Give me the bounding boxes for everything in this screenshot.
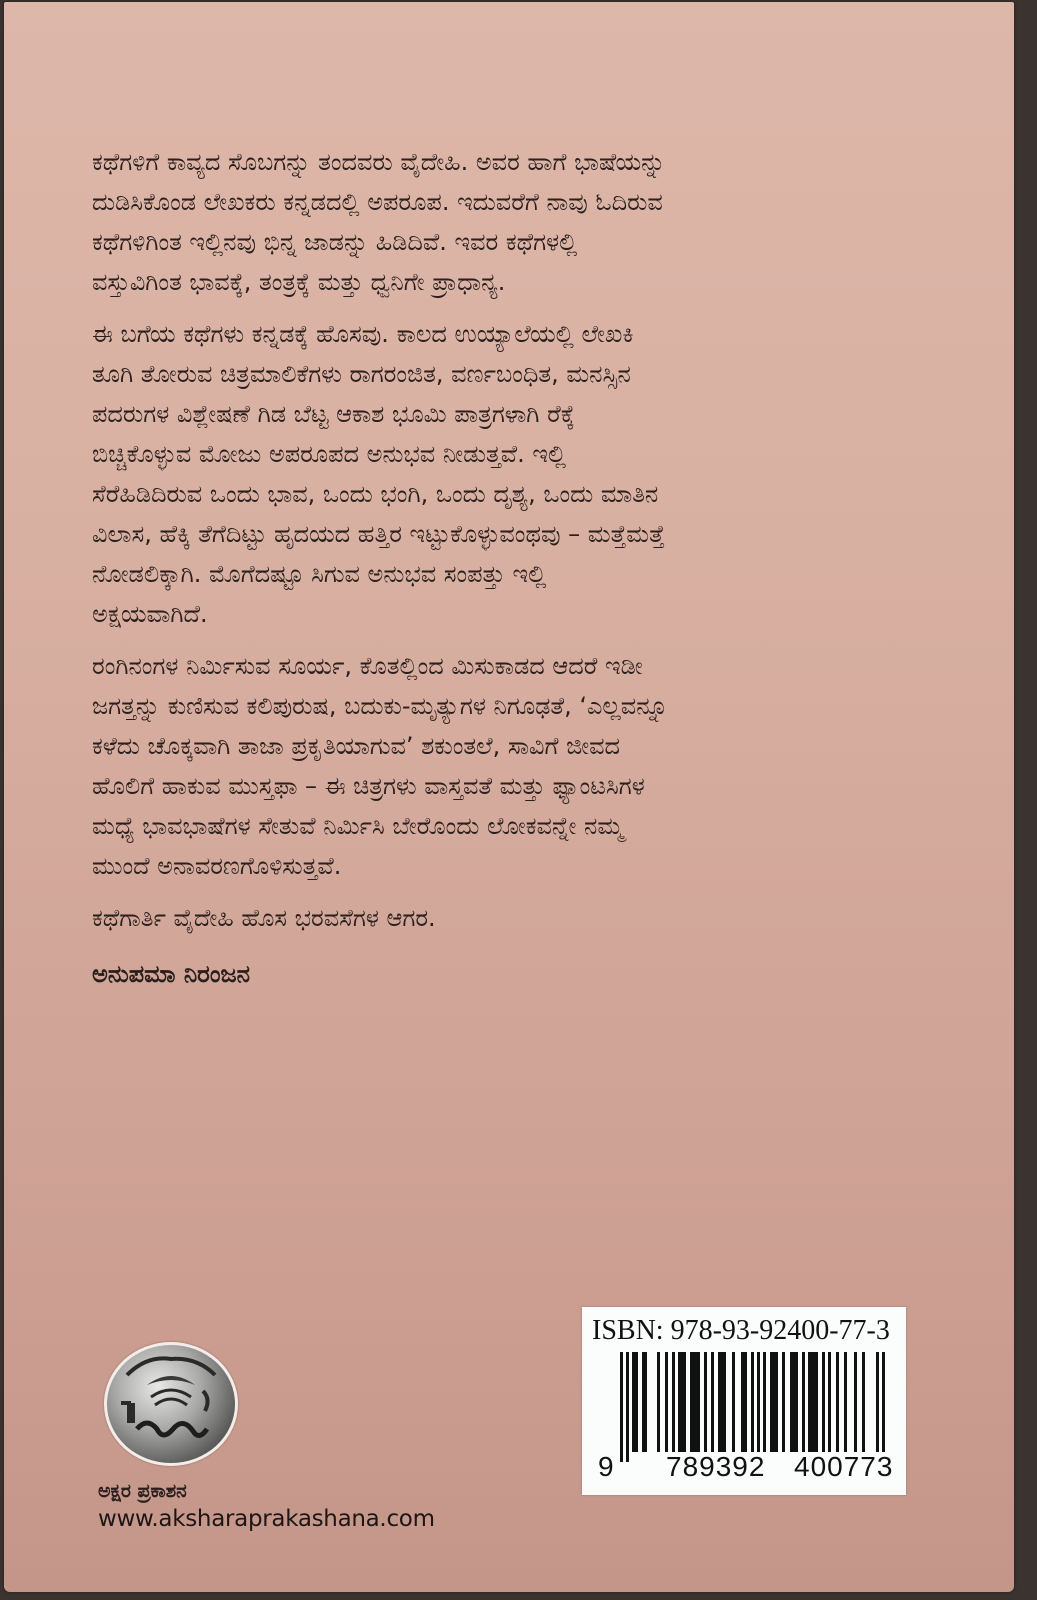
text-line: ರಂಗಿನಂಗಳ ನಿರ್ಮಿಸುವ ಸೂರ್ಯ, ಕೊತಲ್ಲಿಂದ ಮಿಸುಕಾಡದ ಆದರೆ ಇಡೀ xyxy=(92,652,643,680)
isbn-number: ISBN: 978-93-92400-77-3 xyxy=(592,1315,890,1346)
book-back-cover xyxy=(4,2,1014,1592)
isbn-barcode-label xyxy=(582,1307,906,1495)
text-line: ಈ ಬಗೆಯ ಕಥೆಗಳು ಕನ್ನಡಕ್ಕೆ ಹೊಸವು. ಕಾಲದ ಉಯ್ಯಾಲೆಯಲ್ಲಿ ಲೇಖಕಿ xyxy=(92,320,634,348)
text-line: ಕಳೆದು ಚೊಕ್ಕವಾಗಿ ತಾಜಾ ಪ್ರಕೃತಿಯಾಗುವ’ ಶಕುಂತಲೆ, ಸಾವಿಗೆ ಜೀವದ xyxy=(92,732,621,760)
blurb-paragraph-3 xyxy=(92,646,912,886)
text-line: ಪದರುಗಳ ವಿಶ್ಲೇಷಣೆ ಗಿಡ ಬೆಟ್ಟ ಆಕಾಶ ಭೂಮಿ ಪಾತ್ರಗಳಾಗಿ ರೆಕ್ಕೆ xyxy=(92,400,575,428)
text-line: ವಸ್ತುವಿಗಿಂತ ಭಾವಕ್ಕೆ, ತಂತ್ರಕ್ಕೆ ಮತ್ತು ಧ್ವನಿಗೇ ಪ್ರಾಧಾನ್ಯ. xyxy=(92,268,506,296)
text-line: ವಿಲಾಸ, ಹೆಕ್ಕಿ ತೆಗೆದಿಟ್ಟು ಹೃದಯದ ಹತ್ತಿರ ಇಟ್ಟುಕೊಳ್ಳುವಂಥವು – ಮತ್ತೆಮತ್ತೆ xyxy=(92,520,665,548)
blurb-text xyxy=(92,142,912,994)
text-line: ಜಗತ್ತನ್ನು ಕುಣಿಸುವ ಕಲಿಪುರುಷ, ಬದುಕು-ಮೃತ್ಯುಗಳ ನಿಗೂಢತೆ, ‘ಎಲ್ಲವನ್ನೂ xyxy=(92,692,669,720)
barcode-digits-group-1: 789392 xyxy=(666,1451,766,1482)
closing-line: ಕಥೆಗಾರ್ತಿ ವೈದೇಹಿ ಹೊಸ ಭರವಸೆಗಳ ಆಗರ. xyxy=(92,904,436,932)
coin-emblem-icon xyxy=(104,1342,238,1466)
text-line: ನೋಡಲಿಕ್ಕಾಗಿ. ಮೊಗೆದಷ್ಟೂ ಸಿಗುವ ಅನುಭವ ಸಂಪತ್ತು ಇಲ್ಲಿ xyxy=(92,560,547,588)
publisher-website-link[interactable]: www.aksharaprakashana.com xyxy=(98,1506,435,1532)
text-line: ಮಧ್ಯೆ ಭಾವಭಾಷೆಗಳ ಸೇತುವೆ ನಿರ್ಮಿಸಿ ಬೇರೊಂದು ಲೋಕವನ್ನೇ ನಮ್ಮ xyxy=(92,812,624,840)
text-line: ಹೊಲಿಗೆ ಹಾಕುವ ಮುಸ್ತಫಾ – ಈ ಚಿತ್ರಗಳು ವಾಸ್ತವತೆ ಮತ್ತು ಫ್ಯಾಂಟಸಿಗಳ xyxy=(92,772,645,800)
barcode-icon xyxy=(620,1352,892,1462)
blurb-paragraph-1 xyxy=(92,142,912,302)
publisher-name: ಅಕ್ಷರ ಪ್ರಕಾಶನ xyxy=(98,1480,187,1502)
text-line: ತೂಗಿ ತೋರುವ ಚಿತ್ರಮಾಲಿಕೆಗಳು ರಾಗರಂಜಿತ, ವರ್ಣಬಂಧಿತ, ಮನಸ್ಸಿನ xyxy=(92,360,631,388)
publisher-block xyxy=(98,1342,478,1532)
text-line: ಬಿಚ್ಚಿಕೊಳ್ಳುವ ಮೋಜು ಅಪರೂಪದ ಅನುಭವ ನೀಡುತ್ತವೆ. ಇಲ್ಲಿ xyxy=(92,440,567,468)
text-line: ಕಥೆಗಳಿಗೆ ಕಾವ್ಯದ ಸೊಬಗನ್ನು ತಂದವರು ವೈದೇಹಿ. ಅವರ ಹಾಗೆ ಭಾಷೆಯನ್ನು xyxy=(92,148,666,176)
text-line: ಅಕ್ಷಯವಾಗಿದೆ. xyxy=(92,600,208,628)
blurb-author: ಅನುಪಮಾ ನಿರಂಜನ xyxy=(92,960,250,988)
blurb-paragraph-2 xyxy=(92,314,912,634)
text-line: ಮುಂದೆ ಅನಾವರಣಗೊಳಿಸುತ್ತವೆ. xyxy=(92,852,342,880)
text-line: ಕಥೆಗಳಿಗಿಂತ ಇಲ್ಲಿನವು ಭಿನ್ನ ಜಾಡನ್ನು ಹಿಡಿದಿವೆ. ಇವರ ಕಥೆಗಳಲ್ಲಿ xyxy=(92,228,578,256)
barcode-lead-digit: 9 xyxy=(598,1451,614,1482)
text-line: ಸೆರೆಹಿಡಿದಿರುವ ಒಂದು ಭಾವ, ಒಂದು ಭಂಗಿ, ಒಂದು ದೃಶ್ಯ, ಒಂದು ಮಾತಿನ xyxy=(92,480,659,508)
text-line: ದುಡಿಸಿಕೊಂಡ ಲೇಖಕರು ಕನ್ನಡದಲ್ಲಿ ಅಪರೂಪ. ಇದುವರೆಗೆ ನಾವು ಓದಿರುವ xyxy=(92,188,663,216)
barcode-digits-group-2: 400773 xyxy=(794,1451,894,1482)
